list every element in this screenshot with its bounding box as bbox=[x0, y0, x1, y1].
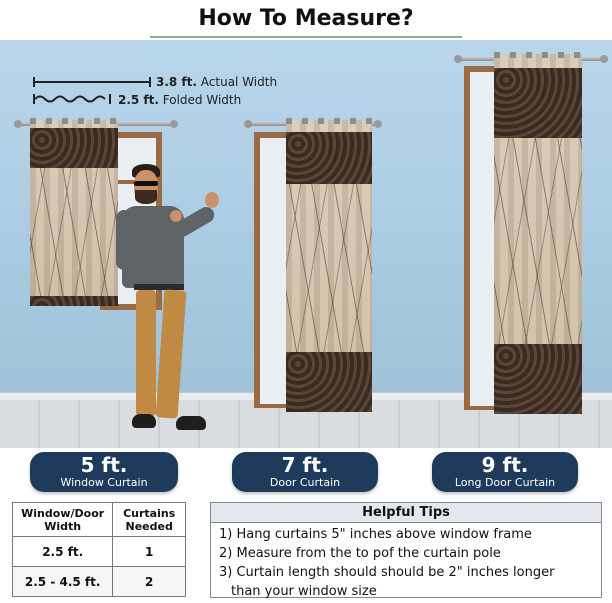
title-underline bbox=[150, 36, 462, 38]
curtain-tree-pattern bbox=[30, 168, 118, 296]
curtain-bottom-band bbox=[494, 344, 582, 414]
tip-item: 3) Curtain length should should be 2" inches longer bbox=[219, 565, 555, 580]
curtain-tree-pattern bbox=[286, 184, 372, 352]
size-value: 5 ft. bbox=[80, 453, 128, 477]
curtain-bottom-band bbox=[286, 352, 372, 412]
curtain-grommets bbox=[30, 118, 118, 124]
beard bbox=[135, 190, 157, 204]
window-curtain bbox=[30, 120, 118, 306]
table-cell-needed: 1 bbox=[113, 537, 186, 567]
table-row bbox=[13, 537, 186, 567]
size-value: 9 ft. bbox=[481, 453, 529, 477]
left-leg bbox=[136, 290, 156, 416]
curtain-top-band bbox=[286, 132, 372, 184]
left-hand bbox=[170, 210, 182, 222]
tip-item: 2) Measure from the to pof the curtain pole bbox=[219, 546, 501, 561]
pointing-hand bbox=[205, 192, 219, 208]
actual-width-label: Actual Width bbox=[200, 75, 278, 89]
table-cell-width: 2.5 ft. bbox=[13, 537, 113, 567]
size-pill-long-door bbox=[432, 452, 578, 492]
rod-finial bbox=[454, 55, 462, 63]
left-shoe bbox=[132, 414, 156, 428]
door-curtain bbox=[286, 120, 372, 412]
column-header-needed: Curtains Needed bbox=[113, 503, 186, 537]
table-row bbox=[13, 567, 186, 597]
curtain-size-table bbox=[12, 502, 186, 597]
size-pill-window bbox=[30, 452, 178, 492]
table-cell-needed: 2 bbox=[113, 567, 186, 597]
tip-item: than your window size bbox=[231, 584, 377, 599]
helpful-tips-box bbox=[210, 502, 602, 598]
table-header-row bbox=[13, 503, 186, 537]
rod-finial bbox=[600, 55, 608, 63]
rod-finial bbox=[170, 120, 178, 128]
curtain-top-band bbox=[30, 128, 118, 168]
curtain-grommets bbox=[494, 52, 582, 58]
sunglasses-icon bbox=[134, 181, 158, 186]
tips-list bbox=[211, 523, 601, 603]
size-value: 7 ft. bbox=[281, 453, 329, 477]
size-pill-door bbox=[232, 452, 378, 492]
folded-width-wave-icon bbox=[33, 93, 113, 105]
rod-finial bbox=[244, 120, 252, 128]
curtain-grommets bbox=[286, 118, 372, 124]
folded-width-label: Folded Width bbox=[162, 93, 242, 107]
actual-width-value: 3.8 ft. bbox=[156, 75, 197, 89]
column-header-width: Window/Door Width bbox=[13, 503, 113, 537]
tips-title: Helpful Tips bbox=[211, 503, 601, 523]
rod-finial bbox=[14, 120, 22, 128]
size-label: Long Door Curtain bbox=[454, 476, 556, 489]
curtain-top-band bbox=[494, 68, 582, 138]
tip-item: 1) Hang curtains 5" inches above window frame bbox=[219, 527, 532, 542]
size-label: Door Curtain bbox=[269, 476, 341, 489]
table-cell-width: 2.5 - 4.5 ft. bbox=[13, 567, 113, 597]
size-label: Window Curtain bbox=[60, 476, 148, 489]
folded-width-text bbox=[118, 93, 241, 107]
actual-width-text bbox=[156, 75, 277, 89]
folded-width-value: 2.5 ft. bbox=[118, 93, 159, 107]
left-arm bbox=[116, 210, 132, 270]
long-door-curtain bbox=[494, 54, 582, 414]
curtain-tree-pattern bbox=[494, 138, 582, 344]
actual-width-line bbox=[33, 81, 151, 83]
curtain-bottom-band bbox=[30, 296, 118, 306]
right-shoe bbox=[176, 416, 206, 430]
measure-tick-right bbox=[149, 77, 151, 87]
door-pane-2 bbox=[260, 138, 288, 404]
page-title: How To Measure? bbox=[198, 6, 414, 31]
rod-finial bbox=[374, 120, 382, 128]
